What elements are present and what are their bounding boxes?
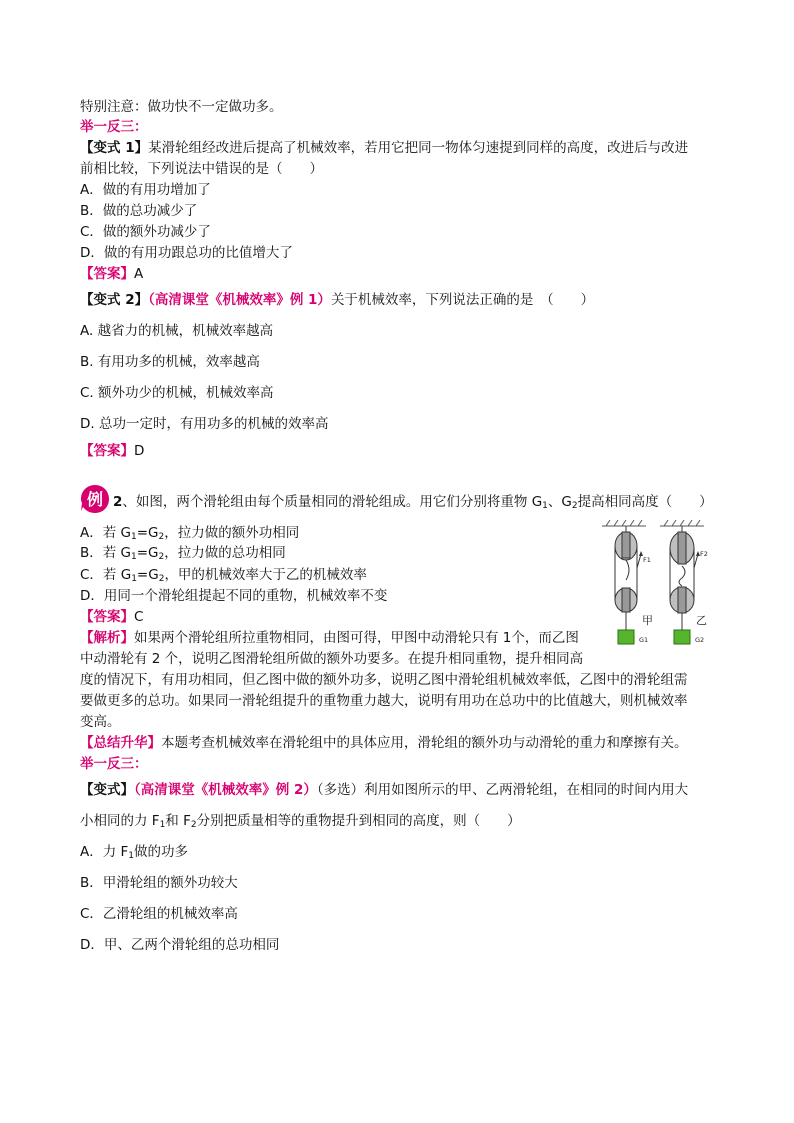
v3-option-d: D．甲、乙两个滑轮组的总功相同 [80, 937, 280, 953]
f2-label: F2 [700, 550, 708, 558]
note-text: 特别注意：做功快不一定做功多。 [80, 99, 283, 115]
v2-answer [80, 441, 144, 461]
v1-option-a: A．做的有用功增加了 [80, 182, 211, 198]
ex-analysis-line2: 中动滑轮有 2 个，说明乙图滑轮组所做的额外功要多。在提升相同重物，提升相同高 [80, 651, 584, 667]
g1-label: G1 [639, 636, 649, 644]
pulley-system-left [615, 526, 643, 630]
example-stem [113, 492, 713, 516]
ex-answer [80, 607, 143, 627]
example-number: 2 [113, 494, 123, 510]
v3-option-c: C．乙滑轮组的机械效率高 [80, 906, 238, 922]
ex-option-b: B．若 $G_1=G_2$，拉力做的总功相同 [80, 545, 286, 562]
ex-summary-tag: 【总结升华】 [80, 735, 161, 751]
ex-option-d: D．用同一个滑轮组提起不同的重物，机械效率不变 [80, 588, 388, 604]
v1-tag: 【变式 1】 [80, 140, 149, 156]
v2-option-b: B. 有用功多的机械，效率越高 [80, 354, 260, 370]
v1-answer [80, 264, 143, 284]
v3-question-line2: 小相同的力 $F_1$和 $F_2$分别把质量相等的重物提升到相同的高度，则（ ） [80, 813, 521, 830]
ex-answer-value: C [134, 609, 144, 625]
stem-end: 提高相同高度（ ） [577, 494, 713, 510]
v1-answer-value: A [134, 266, 144, 282]
v3-source: （高清课堂《机械效率》例 2） [134, 782, 317, 798]
example-badge-text: 例 [86, 490, 104, 509]
v2-answer-tag: 【答案】 [80, 443, 134, 459]
v1-question-line2: 前相比较，下列说法中错误的是（ ） [80, 161, 323, 177]
v1-option-d: D．做的有用功跟总功的比值增大了 [80, 245, 293, 261]
jyfs-heading-2: 举一反三： [80, 756, 148, 772]
ceiling-left [602, 520, 646, 526]
jyfs-heading-1: 举一反三： [80, 119, 148, 135]
v1-answer-tag: 【答案】 [80, 266, 134, 282]
jia-label: 甲 [642, 614, 653, 627]
weight-g2 [674, 630, 690, 644]
v2-option-a: A. 越省力的机械，机械效率越高 [80, 323, 274, 339]
g2-label: G2 [695, 636, 705, 644]
ex-answer-tag: 【答案】 [80, 609, 134, 625]
v3-option-b: B．甲滑轮组的额外功较大 [80, 875, 238, 891]
v3-option-a: A．力 $F_1$做的功多 [80, 844, 189, 861]
ex-analysis-line5: 变高。 [80, 714, 121, 730]
v2-source: （高清课堂《机械效率》例 1） [148, 292, 331, 308]
v2-question [80, 290, 594, 310]
ex-analysis-line4: 要做更多的总功。如果同一滑轮组提升的重物重力越大，说明有用功在总功中的比值越大，则机械效率 [80, 693, 688, 709]
yi-label: 乙 [696, 614, 707, 627]
v2-option-d: D. 总功一定时，有用功多的机械的效率高 [80, 416, 329, 432]
v1-question-line1 [80, 138, 688, 158]
ceiling-right [660, 520, 704, 526]
v3-question-line1: 【变式】（高清课堂《机械效率》例 2）（多选）利用如图所示的甲、乙两滑轮组，在相同的时间内用大 [80, 782, 689, 798]
ex-summary: 【总结升华】本题考查机械效率在滑轮组中的具体应用，滑轮组的额外功与动滑轮的重力和摩擦有关。 [80, 735, 688, 751]
ex-analysis-line3: 度的情况下，有用功相同，但乙图中做的额外功多，说明乙图中滑轮组机械效率低，乙图中的滑轮组需 [80, 672, 688, 688]
stem-mid: 、G [547, 494, 572, 510]
f1-label: F1 [643, 556, 651, 564]
v2-option-c: C. 额外功少的机械，机械效率高 [80, 385, 274, 401]
v3-tag: 【变式】 [80, 782, 134, 798]
v1-option-b: B．做的总功减少了 [80, 203, 198, 219]
v2-text: 关于机械效率，下列说法正确的是 （ ） [330, 292, 595, 308]
ex-analysis-line1: 【解析】如果两个滑轮组所拉重物相同，由图可得，甲图中动滑轮只有 1个，而乙图 [80, 630, 579, 646]
v1-text1: 某滑轮组经改进后提高了机械效率，若用它把同一物体匀速提到同样的高度，改进后与改进 [148, 140, 689, 156]
v2-answer-value: D [134, 443, 145, 459]
stem-sub-2: 2 [571, 501, 578, 511]
weight-g1 [618, 630, 634, 644]
ex-analysis-tag: 【解析】 [80, 630, 134, 646]
example-stem-text: 、如图，两个滑轮组由每个质量相同的滑轮组成。用它们分别将重物 G [122, 494, 543, 510]
v1-option-c: C．做的额外功减少了 [80, 224, 211, 240]
v2-tag: 【变式 2】 [80, 292, 149, 308]
ex-option-c: C．若 $G_1=G_2$，甲的机械效率大于乙的机械效率 [80, 567, 367, 584]
stem-sub-1: 1 [542, 501, 548, 511]
ex-option-a: A．若 $G_1=G_2$，拉力做的额外功相同 [80, 525, 300, 542]
example-badge-icon [80, 484, 110, 514]
pulley-figure [596, 518, 722, 650]
